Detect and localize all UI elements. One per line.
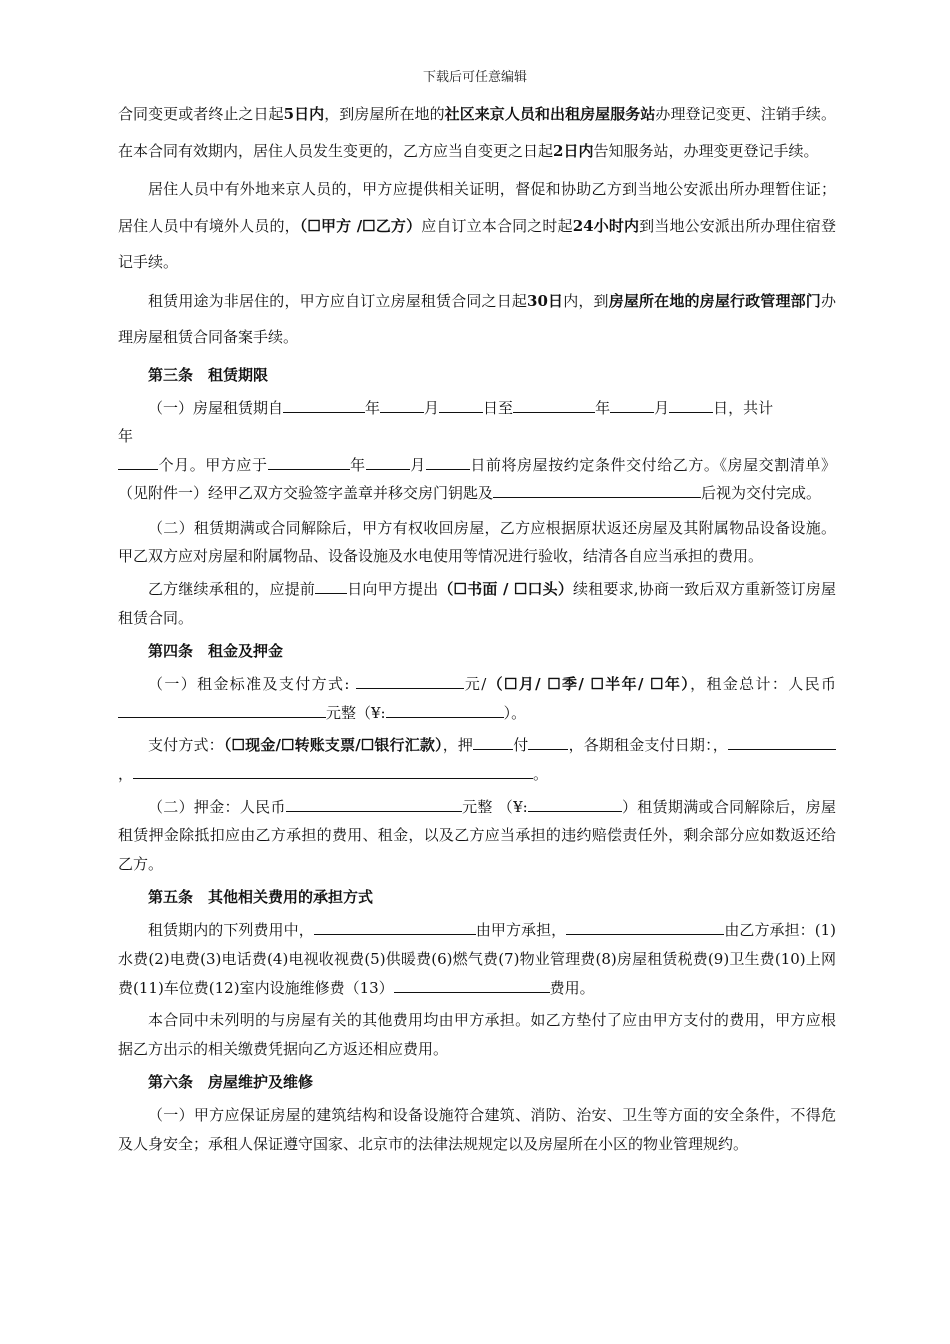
payment-method-choice: （☐现金/☐转账支票/☐银行汇款）	[223, 736, 443, 755]
paragraph-fees	[118, 916, 836, 1002]
text: 年	[595, 398, 611, 417]
text: ，租金总计：人民币	[690, 675, 836, 694]
rent-period-choice: （☐月/ ☐季/ ☐半年/ ☐年）	[486, 675, 691, 694]
paragraph-deposit	[118, 793, 836, 879]
text: 费用。	[549, 978, 595, 997]
end-month-blank[interactable]	[610, 397, 654, 413]
text: ，	[712, 736, 728, 755]
text: 居住人员中有外地来京人员的，甲方应提供相关证明，督促和协助乙方到当地公安派出所办理暂住证；居住人员中有境外人员的，	[118, 180, 836, 235]
paragraph-non-residential	[118, 283, 836, 356]
paragraph-rent-standard	[118, 670, 836, 727]
bold-text: 5日内	[283, 105, 325, 123]
deposit-amount-blank[interactable]	[286, 796, 462, 812]
paragraph-return-property: （二）租赁期满或合同解除后，甲方有权收回房屋，乙方应根据原状返还房屋及其附属物品设备设施。甲乙双方应对房屋和附属物品、设备设施及水电使用等情况进行验收，结清各自应当承担的费用。	[118, 518, 836, 566]
text: 月	[409, 455, 426, 474]
paragraph-residence-permit	[118, 171, 836, 281]
text: 元/	[463, 675, 487, 694]
text: 续租要求,协商一致后双方重新签订房屋租赁合同。	[118, 580, 836, 627]
text: 。	[533, 765, 549, 784]
text: 后视为交付完成。	[701, 484, 822, 503]
text: 日，共计	[713, 398, 774, 417]
paragraph-safety: （一）甲方应保证房屋的建筑结构和设备设施符合建筑、消防、治安、卫生等方面的安全条件，不得危及人身安全；承租人保证遵守国家、北京市的法律法规规定以及房屋所在小区的物业管理规约。	[118, 1106, 836, 1153]
paragraph-registration-change	[118, 96, 836, 169]
delivery-year-blank[interactable]	[268, 454, 350, 470]
page-header: 下载后可任意编辑	[422, 70, 527, 85]
text: 日前将房屋按约定条件交付给乙方。《房屋交割清单》（见附件一）经甲乙双方交验签字盖章并移交房门钥匙及	[118, 455, 836, 503]
paragraph-renewal	[118, 575, 836, 632]
rent-total-digits-blank[interactable]	[386, 702, 504, 718]
paragraph-delivery	[118, 451, 836, 508]
payment-date-blank-1[interactable]	[728, 734, 836, 750]
bold-text: 30日	[527, 291, 564, 310]
text: 内，到	[563, 291, 609, 310]
text: 告知服务站，办理变更登记手续。	[593, 141, 819, 160]
text: 租赁期内的下列费用中，	[148, 921, 314, 940]
start-day-blank[interactable]	[439, 397, 483, 413]
article-5-heading: 第五条 其他相关费用的承担方式	[148, 888, 374, 907]
rent-total-blank[interactable]	[118, 702, 326, 718]
text: 付	[513, 736, 529, 755]
text: 乙方继续承租的，应提前	[148, 580, 316, 599]
text: ）。	[503, 703, 527, 722]
text: 月	[424, 398, 440, 417]
other-fees-blank[interactable]	[394, 977, 550, 993]
months-blank[interactable]	[118, 454, 158, 470]
bold-text: 社区来京人员和出租房屋服务站	[444, 105, 656, 123]
bold-text: 2日内	[553, 141, 594, 160]
text: （二）押金：人民币	[148, 797, 286, 816]
renewal-days-blank[interactable]	[315, 578, 347, 594]
text: ，	[118, 765, 134, 784]
landlord-fees-blank[interactable]	[314, 919, 476, 935]
text: 租赁用途为非居住的，甲方应自订立房屋租赁合同之日起	[148, 291, 528, 310]
deposit-digits-blank[interactable]	[528, 796, 622, 812]
text: ，押	[442, 736, 474, 755]
party-checkbox-choice: （☐甲方 /☐乙方）	[299, 216, 422, 235]
end-day-blank[interactable]	[669, 397, 713, 413]
text: 办理登记变更、注销手续。在本合同有效期内，居住人员发生变更的，乙方应当自变更之日起	[118, 105, 836, 160]
text: 支付方式：	[148, 736, 224, 755]
start-month-blank[interactable]	[380, 397, 424, 413]
text: 年	[365, 398, 381, 417]
article-4-heading: 第四条 租金及押金	[148, 642, 284, 661]
text: 元整（¥:	[326, 703, 386, 722]
text: ，各期租金支付日期：	[568, 736, 713, 755]
text: 办理房屋租赁合同备案手续。	[118, 291, 836, 346]
end-year-blank[interactable]	[513, 397, 595, 413]
paragraph-lease-term	[118, 394, 836, 423]
text: ）租赁期满或合同解除后，房屋租赁押金除抵扣应由乙方承担的费用、租金，以及乙方应当承担的违约赔偿责任外，剩余部分应如数返还给乙方。	[118, 797, 836, 873]
text: 月	[654, 398, 670, 417]
text: （一）房屋租赁期自	[148, 398, 284, 417]
article-6-heading: 第六条 房屋维护及维修	[148, 1073, 314, 1092]
tenant-fees-blank[interactable]	[566, 919, 724, 935]
lease-term-year-unit: 年	[118, 427, 134, 446]
text: 到当地公安派出所办理住宿登记手续。	[118, 216, 836, 271]
rent-amount-blank[interactable]	[356, 673, 464, 689]
text: （一）租金标准及支付方式:	[148, 675, 350, 694]
text: 由乙方承担：(1)水费(2)电费(3)电话费(4)电视收视费(5)供暖费(6)燃气费(7)物业管理费(8)房屋租赁税费(9)卫生费(10)上网费(11)车位费(12)室内设施维修费（13）	[118, 921, 836, 997]
text: ，到房屋所在地的	[324, 105, 445, 123]
text: 由甲方承担，	[475, 921, 567, 940]
text: 年	[349, 455, 366, 474]
bold-text: 24小时内	[572, 216, 640, 235]
text: 合同变更或者终止之日起	[118, 105, 284, 123]
text: 应自订立本合同之时起	[421, 216, 573, 235]
contract-body	[118, 96, 836, 1159]
payment-date-blank-2[interactable]	[133, 763, 533, 779]
handover-items-blank[interactable]	[493, 482, 701, 498]
bold-text: 房屋所在地的房屋行政管理部门	[608, 291, 821, 310]
deposit-months-blank[interactable]	[473, 734, 513, 750]
pay-months-blank[interactable]	[528, 734, 568, 750]
paragraph-payment-method	[118, 731, 836, 788]
text: 日至	[483, 398, 514, 417]
delivery-day-blank[interactable]	[426, 454, 470, 470]
delivery-month-blank[interactable]	[366, 454, 410, 470]
article-3-heading: 第三条 租赁期限	[148, 365, 269, 384]
text: 元整 （¥:	[461, 797, 528, 816]
paragraph-unlisted-fees: 本合同中未列明的与房屋有关的其他费用均由甲方承担。如乙方垫付了应由甲方支付的费用，甲方应根据乙方出示的相关缴费凭据向乙方返还相应费用。	[118, 1011, 836, 1058]
text: 日向甲方提出	[347, 580, 439, 599]
start-year-blank[interactable]	[283, 397, 365, 413]
renewal-method-choice: （☐书面 / ☐口头）	[438, 580, 574, 599]
text: 个月。甲方应于	[158, 455, 268, 474]
